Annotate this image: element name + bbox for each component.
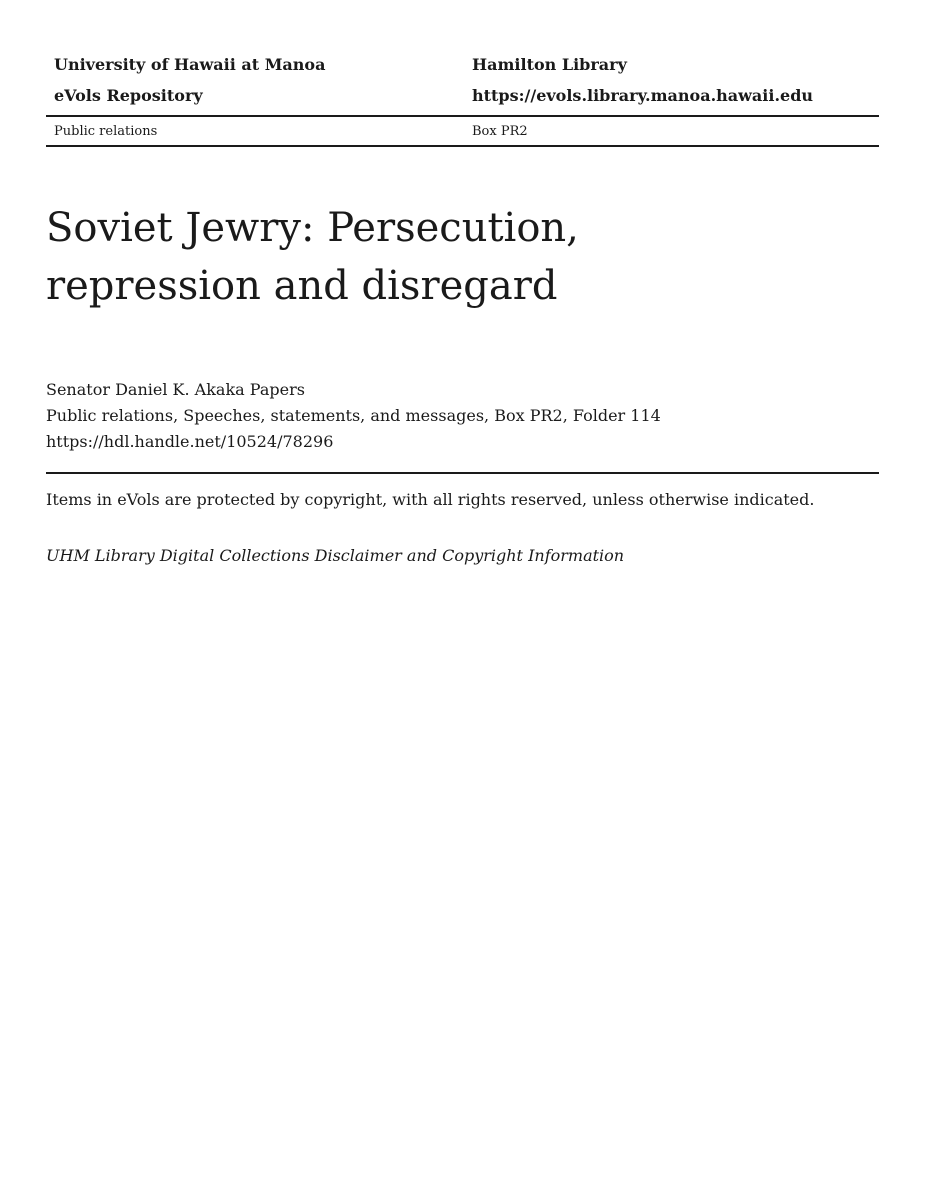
- document-page: [46, 0, 879, 568]
- document-metadata: [46, 377, 879, 455]
- section-divider: [46, 472, 879, 474]
- collection-name: Public relations: [54, 123, 158, 139]
- disclaimer-link[interactable]: UHM Library Digital Collections Disclaimer and Copyright Information: [46, 546, 625, 565]
- handle-link[interactable]: https://hdl.handle.net/10524/78296: [46, 432, 334, 451]
- header-row-2: [46, 84, 879, 115]
- copyright-notice: Items in eVols are protected by copyright, with all rights reserved, unless otherwise indicated.: [46, 490, 815, 509]
- header-table: [46, 53, 879, 147]
- location-line: Public relations, Speeches, statements, and messages, Box PR2, Folder 114: [46, 406, 661, 425]
- papers-line: Senator Daniel K. Akaka Papers: [46, 380, 305, 399]
- repository-url[interactable]: https://evols.library.manoa.hawaii.edu: [472, 86, 814, 105]
- repository-name: eVols Repository: [54, 86, 203, 105]
- header-row-1: [46, 53, 879, 84]
- institution-name: University of Hawaii at Manoa: [54, 55, 326, 74]
- header-rule-bottom: [46, 145, 879, 147]
- document-title: Soviet Jewry: Persecution, repression and disregard: [46, 205, 579, 309]
- box-label: Box PR2: [472, 123, 528, 139]
- header-row-3: [46, 117, 879, 145]
- library-name: Hamilton Library: [472, 55, 627, 74]
